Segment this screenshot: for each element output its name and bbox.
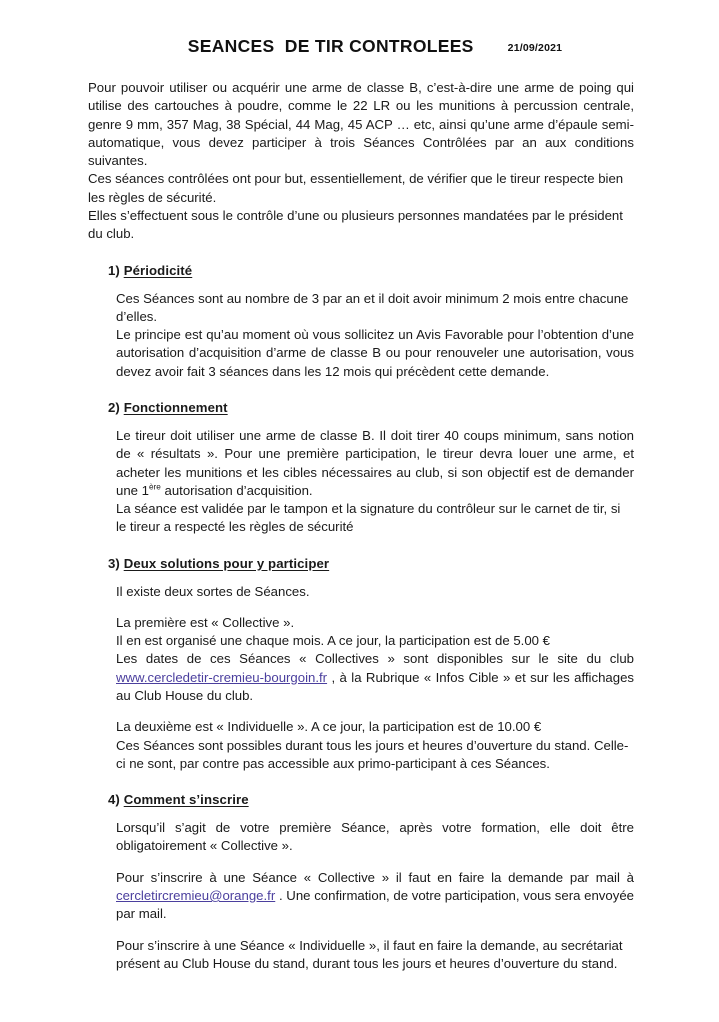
section-2-paragraph-2: La séance est validée par le tampon et la signature du contrôleur sur le carnet de tir, si le tireur a respecté les règles de sécurité (116, 501, 621, 535)
section-number-1: 1) (108, 262, 120, 278)
section-4-mail-paragraph (116, 869, 634, 924)
section-title-2: Fonctionnement (123, 399, 228, 415)
section-deux-solutions (88, 556, 634, 774)
document-body (88, 36, 634, 973)
section-title-4: Comment s’inscrire (123, 792, 249, 808)
section-3-second-details: Ces Séances sont possibles durant tous les jours et heures d’ouverture du stand. Celle-ci ne sont, par contre pas accessible aux primo-participant à ces Séances. (116, 737, 629, 771)
section-1-paragraph-2: Le principe est qu’au moment où vous sollicitez un Avis Favorable pour l’obtention d’une autorisation d’acquisition d’arme de classe B ou pour renouveler une autorisation, vous devez avoir fait 3 séances dans les 12 mois qui précèdent cette demande. (116, 327, 634, 379)
section-periodicite (88, 263, 634, 381)
section-title-1: Périodicité (123, 262, 193, 278)
section-body-2 (108, 427, 634, 537)
section-fonctionnement (88, 400, 634, 537)
section-4-paragraph-last: Pour s’inscrire à une Séance « Individuelle », il faut en faire la demande, au secrétariat présent au Club House du stand, durant tous les jours et heures d’ouverture du stand. (116, 937, 623, 971)
section-heading-4 (108, 792, 634, 807)
section-3-dates-post: , à la Rubrique « Infos Cible » et sur les affichages au Club House du club. (116, 669, 634, 704)
ordinal-suffix: ère (149, 482, 161, 492)
section-3-intro: Il existe deux sortes de Séances. (116, 583, 310, 599)
intro-paragraph-1: Pour pouvoir utiliser ou acquérir une arme de classe B, c’est-à-dire une arme de poing qui utilise des cartouches à poudre, comme le 22 LR ou les munitions à percussion centrale, genre 9 mm, 357 Mag, 38 Spécial, 44 Mag, 45 ACP … etc, ainsi qu’une arme d’épaule semi-automatique, vous devez participer à trois Séances Contrôlées par an aux conditions suivantes. (88, 80, 634, 169)
section-number-4: 4) (108, 792, 120, 808)
section-4-mail-post: . Une confirmation, de votre participation, vous sera envoyée par mail. (116, 888, 634, 922)
section-3-second-title: La deuxième est « Individuelle ». A ce jour, la participation est de 10.00 € (116, 719, 542, 735)
section-3-first-price: Il en est organisé une chaque mois. A ce jour, la participation est de 5.00 € (116, 633, 551, 649)
intro-block (88, 79, 634, 244)
section-body-1 (108, 290, 634, 381)
section-number-2: 2) (108, 399, 120, 415)
section-heading-3 (108, 556, 634, 571)
section-heading-1 (108, 263, 634, 278)
club-email-link[interactable]: cercletircremieu@orange.fr (116, 888, 276, 903)
section-3-first-title: La première est « Collective ». (116, 614, 295, 630)
section-4-paragraph-1: Lorsqu’il s’agit de votre première Séance, après votre formation, elle doit être obligatoirement « Collective ». (116, 820, 634, 854)
section-2-text-a: Le tireur doit utiliser une arme de classe B. Il doit tirer 40 coups minimum, sans notion de « résultats ». Pour une première participation, le tireur devra louer une arme, et acheter les munitions et les cibles nécessaires au club, si son objectif est de demander une 1 (116, 427, 634, 498)
section-body-4 (108, 819, 634, 973)
section-2-text-b: autorisation d’acquisition. (160, 482, 313, 498)
intro-paragraph-3: Elles s’effectuent sous le contrôle d’une ou plusieurs personnes mandatées par le président du club. (88, 207, 623, 242)
document-date: 21/09/2021 (507, 42, 563, 54)
section-1-paragraph-1: Ces Séances sont au nombre de 3 par an et il doit avoir minimum 2 mois entre chacune d’elles. (116, 290, 629, 324)
section-number-3: 3) (108, 555, 120, 571)
document-header (88, 36, 634, 57)
section-comment-sinscrire (88, 792, 634, 973)
section-2-paragraph-1 (116, 427, 634, 500)
intro-paragraph-2: Ces séances contrôlées ont pour but, essentiellement, de vérifier que le tireur respecte bien les règles de sécurité. (88, 171, 624, 205)
section-3-first-dates (116, 650, 634, 705)
section-title-3: Deux solutions pour y participer (123, 555, 330, 571)
section-4-mail-pre: Pour s’inscrire à une Séance « Collective » il faut en faire la demande par mail à (116, 869, 634, 885)
club-website-link[interactable]: www.cercledetir-cremieu-bourgoin.fr (116, 669, 328, 685)
section-heading-2 (108, 400, 634, 415)
section-body-3 (108, 583, 634, 774)
section-3-dates-pre: Les dates de ces Séances « Collectives » sont disponibles sur le site du club (116, 651, 634, 667)
page-title: SEANCES DE TIR CONTROLEES (187, 36, 474, 56)
